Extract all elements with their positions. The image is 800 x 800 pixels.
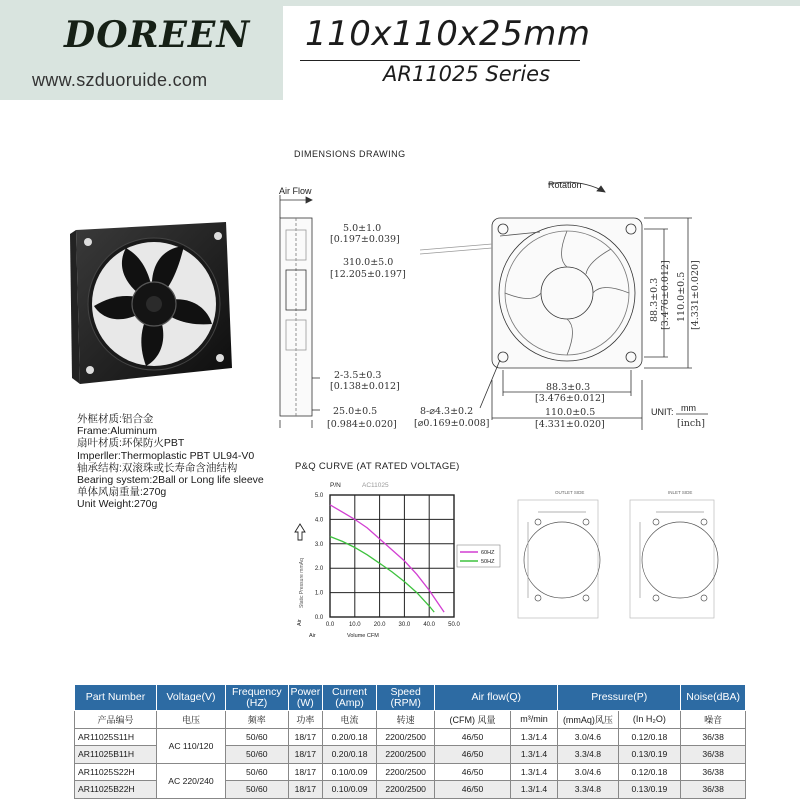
x-tick-label: 0.0: [325, 622, 335, 628]
dim-hole-spacing-h: 88.3±0.3: [546, 382, 591, 393]
pq-curve-chart: [292, 478, 517, 640]
y-axis-label-bottom: Air: [297, 619, 303, 626]
subheader-cell: m³/min: [510, 711, 557, 729]
cell-part: AR11025S11H: [75, 728, 157, 746]
unit-mm: mm: [681, 403, 696, 413]
table-subheader-row: [75, 711, 746, 729]
cell-mmaq: 3.0/4.6: [558, 763, 618, 781]
cell-cfm: 46/50: [435, 746, 511, 764]
website-link[interactable]: www.szduoruide.com: [32, 70, 208, 90]
x-tick-label: 10.0: [348, 622, 361, 628]
brand-logo[interactable]: DOREEN: [64, 14, 251, 56]
cell-speed: 2200/2500: [377, 728, 435, 746]
cell-cfm: 46/50: [435, 728, 511, 746]
cell-part: AR11025B11H: [75, 746, 157, 764]
cell-speed: 2200/2500: [377, 781, 435, 799]
spec-line: Imperller:Thermoplastic PBT UL94-V0: [77, 449, 255, 462]
side-view: [280, 195, 320, 428]
material-specs: [77, 413, 264, 511]
cell-inh2o: 0.12/0.18: [618, 728, 681, 746]
cell-m3: 1.3/1.4: [510, 728, 557, 746]
spec-line: Bearing system:2Ball or Long life sleeve: [77, 474, 264, 487]
header-current: Current (Amp): [323, 685, 377, 711]
cell-inh2o: 0.13/0.19: [618, 746, 681, 764]
dim-width: 110.0±0.5: [545, 407, 596, 418]
x-axis-label-left: Air: [309, 633, 316, 639]
dim-flange-inch: [0.138±0.012]: [330, 381, 400, 392]
subheader-cell: 转速: [377, 711, 435, 729]
dim-mount-hole-inch: [⌀0.169±0.008]: [414, 418, 490, 429]
subheader-cell: 电压: [156, 711, 225, 729]
x-axis-label: Volume CFM: [347, 633, 379, 639]
x-tick-label: 20.0: [373, 622, 386, 628]
dim-hole-spacing-v-inch: [3.476±0.012]: [660, 260, 671, 330]
subheader-cell: (In H₂O): [618, 711, 681, 729]
pn-value: AC11025: [362, 482, 389, 489]
subheader-cell: 产品编号: [75, 711, 157, 729]
cell-noise: 36/38: [681, 781, 746, 799]
cell-noise: 36/38: [681, 728, 746, 746]
cell-freq: 50/60: [226, 763, 289, 781]
spec-line: 单体风扇重量:270g: [77, 486, 167, 499]
cell-voltage: AC 110/120: [156, 728, 225, 763]
dim-flange: 2-3.5±0.3: [334, 370, 382, 381]
dim-height: 110.0±0.5: [676, 271, 687, 322]
header-speed: Speed (RPM): [377, 685, 435, 711]
spec-line: 轴承结构:双滚珠或长寿命含油结构: [77, 461, 238, 474]
chart-tick-labels: [315, 493, 461, 628]
table-row: [75, 763, 746, 781]
dim-lead-length: 5.0±1.0: [343, 223, 382, 234]
cell-power: 18/17: [288, 746, 323, 764]
chart-legend: [457, 545, 500, 567]
dim-hole-spacing-v: 88.3±0.3: [649, 277, 660, 322]
spec-table: [74, 684, 746, 799]
subheader-cell: (mmAq)风压: [558, 711, 618, 729]
cell-speed: 2200/2500: [377, 746, 435, 764]
legend-label-60hz: 60HZ: [481, 550, 495, 556]
header-power: Power (W): [288, 685, 323, 711]
mounting-diagrams: [505, 480, 745, 630]
spec-line: 外框材质:铝合金: [77, 413, 154, 425]
series-line-50hz: [330, 537, 434, 613]
cell-current: 0.10/0.09: [323, 763, 377, 781]
table-header-row: [75, 685, 746, 711]
series-title: AR11025 Series: [383, 62, 551, 86]
title-underline: [300, 60, 580, 61]
cell-m3: 1.3/1.4: [510, 763, 557, 781]
cell-power: 18/17: [288, 728, 323, 746]
subheader-cell: (CFM) 风量: [435, 711, 511, 729]
x-tick-label: 50.0: [448, 622, 460, 628]
legend-label-50hz: 50HZ: [481, 559, 495, 565]
pq-curve-title: P&Q CURVE (AT RATED VOLTAGE): [295, 461, 460, 472]
unit-inch: [inch]: [677, 418, 706, 429]
inlet-side-label: INLET SIDE: [668, 490, 693, 495]
cell-m3: 1.3/1.4: [510, 746, 557, 764]
y-tick-label: 0.0: [314, 615, 324, 621]
cell-cfm: 46/50: [435, 781, 511, 799]
spec-line: Unit Weight:270g: [77, 498, 158, 511]
cell-mmaq: 3.0/4.6: [558, 728, 618, 746]
x-tick-label: 30.0: [398, 622, 411, 628]
cell-current: 0.10/0.09: [323, 781, 377, 799]
cell-m3: 1.3/1.4: [510, 781, 557, 799]
cell-power: 18/17: [288, 781, 323, 799]
cell-noise: 36/38: [681, 746, 746, 764]
cell-noise: 36/38: [681, 763, 746, 781]
cell-mmaq: 3.3/4.8: [558, 746, 618, 764]
cell-power: 18/17: [288, 763, 323, 781]
y-tick-label: 5.0: [314, 493, 324, 499]
product-size-title: 110x110x25mm: [305, 14, 591, 54]
header-frequency: Frequency (HZ): [226, 685, 289, 711]
cell-part: AR11025S22H: [75, 763, 157, 781]
cell-speed: 2200/2500: [377, 763, 435, 781]
outlet-side-label: OUTLET SIDE: [555, 490, 585, 495]
unit-label: UNIT:: [651, 407, 674, 417]
header-pressure: Pressure(P): [558, 685, 681, 711]
dim-cable-length-inch: [12.205±0.197]: [330, 269, 406, 280]
inlet-side-diagram: [630, 500, 718, 618]
header-noise: Noise(dBA): [681, 685, 746, 711]
up-arrow-icon: [295, 524, 305, 540]
dim-cable-length: 310.0±5.0: [343, 257, 394, 268]
y-tick-label: 2.0: [314, 566, 324, 573]
cell-inh2o: 0.13/0.19: [618, 781, 681, 799]
outlet-side-diagram: [518, 500, 600, 618]
chart-series: [330, 505, 444, 612]
dim-thickness: 25.0±0.5: [333, 406, 378, 417]
cell-current: 0.20/0.18: [323, 728, 377, 746]
air-flow-label: Air Flow: [279, 186, 312, 196]
cell-freq: 50/60: [226, 781, 289, 799]
fan-photo: [66, 218, 236, 386]
subheader-cell: 噪音: [681, 711, 746, 729]
cell-inh2o: 0.12/0.18: [618, 763, 681, 781]
rotation-label: Rotation: [548, 180, 582, 190]
dim-width-inch: [4.331±0.020]: [535, 419, 605, 430]
cell-cfm: 46/50: [435, 763, 511, 781]
subheader-cell: 频率: [226, 711, 289, 729]
spec-line: Frame:Aluminum: [77, 425, 157, 438]
series-line-60hz: [330, 505, 444, 612]
dim-lead-length-inch: [0.197±0.039]: [330, 234, 400, 245]
header-airflow: Air flow(Q): [435, 685, 558, 711]
dim-hole-spacing-h-inch: [3.476±0.012]: [535, 393, 605, 404]
y-tick-label: 1.0: [314, 590, 324, 597]
cell-freq: 50/60: [226, 746, 289, 764]
subheader-cell: 功率: [288, 711, 323, 729]
spec-line: 扇叶材质:环保防火PBT: [77, 437, 185, 450]
dim-thickness-inch: [0.984±0.020]: [327, 419, 397, 430]
cell-current: 0.20/0.18: [323, 746, 377, 764]
table-row: [75, 728, 746, 746]
cell-part: AR11025B22H: [75, 781, 157, 799]
y-tick-label: 3.0: [314, 541, 324, 548]
subheader-cell: 电流: [323, 711, 377, 729]
page-header: [0, 0, 800, 100]
dimensions-drawing: [270, 170, 710, 440]
dim-height-inch: [4.331±0.020]: [690, 260, 701, 330]
dimensions-drawing-title: DIMENSIONS DRAWING: [294, 149, 406, 159]
x-tick-label: 40.0: [423, 622, 436, 628]
header-voltage: Voltage(V): [156, 685, 225, 711]
cell-mmaq: 3.3/4.8: [558, 781, 618, 799]
pn-label: P/N: [330, 482, 341, 489]
y-tick-label: 4.0: [314, 517, 324, 524]
dim-mount-hole: 8-⌀4.3±0.2: [420, 406, 474, 417]
y-axis-label: Static Pressure mmAq: [299, 558, 305, 608]
header-part-number: Part Number: [75, 685, 157, 711]
cell-voltage: AC 220/240: [156, 763, 225, 798]
cell-freq: 50/60: [226, 728, 289, 746]
